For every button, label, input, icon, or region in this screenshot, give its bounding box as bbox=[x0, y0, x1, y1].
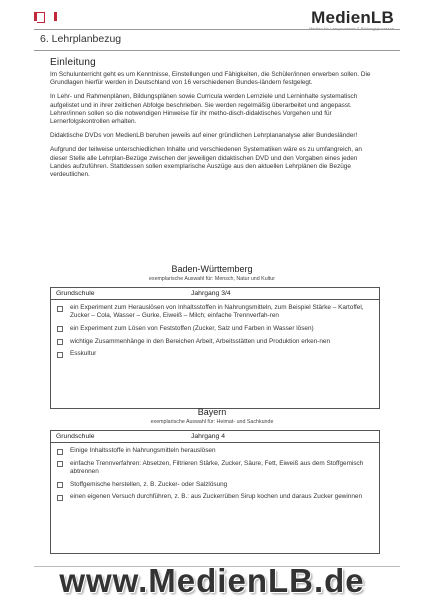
list-item bbox=[51, 338, 379, 346]
crop-mark-icon bbox=[37, 12, 45, 23]
list-item-text: ein Experiment zum Lösen von Feststoffen (Zucker, Salz und Farben in Wasser lösen) bbox=[70, 324, 314, 332]
school-type: Grundschule bbox=[56, 433, 95, 440]
curriculum-table bbox=[50, 287, 380, 409]
table-body bbox=[51, 300, 379, 408]
checkbox-icon bbox=[57, 495, 63, 501]
intro-paragraph: Im Schulunterricht geht es um Kenntnisse, Einstellungen und Fähigkeiten, die Schüler/innen erwerben sollen. Die Grundlagen hierfür werden in Deutschland von 16 verschiedenen Bundes-ländern festgelegt. bbox=[50, 71, 371, 87]
grade-level: Jahrgang 3/4 bbox=[191, 290, 231, 297]
checkbox-icon bbox=[57, 461, 63, 467]
brand-logo bbox=[309, 8, 394, 31]
list-item bbox=[51, 460, 379, 476]
intro-paragraph: In Lehr- und Rahmenplänen, Bildungsplänen sowie Curricula werden Lernziele und Lerninhalte systematisch aufgelistet und in ihrer zeitlichen Abfolge beschrieben. Sie werden regelmäßig überarbeitet und angepasst. Lehrer/innen sollen so die notwendigen Hinweise für ihr metho-disch-didaktisches Vorgehen und für Lernerfolgskontrollen erhalten. bbox=[50, 93, 358, 126]
list-item-text: Stoffgemische herstellen, z. B. Zucker- oder Salzlösung bbox=[70, 480, 228, 488]
list-item bbox=[51, 325, 379, 333]
logo-wordmark: MedienLB bbox=[311, 8, 394, 27]
intro-paragraph: Aufgrund der teilweise unterschiedlichen Inhalte und verschiedenen Systematiken wäre es zu umfangreich, an dieser Stelle alle Lehrplan-Bezüge zwischen der jeweiligen didaktischen DVD und den Vorgaben eines jeden Landes aufzuführen. Stattdessen sollen exemplarische Auszüge aus den aktuellen Lehrplänen die Bezüge verdeutlichen. bbox=[50, 146, 362, 179]
grade-level: Jahrgang 4 bbox=[191, 433, 226, 440]
checkbox-icon bbox=[57, 339, 63, 345]
list-item bbox=[51, 304, 379, 320]
checkbox-icon bbox=[57, 449, 63, 455]
list-item bbox=[51, 493, 379, 501]
logo-tagline: Medien für Lernprozesse & Bildungsprozesse bbox=[309, 26, 394, 31]
list-item-text: einfache Trennverfahren: Absetzen, Filtrieren Stärke, Zucker, Säure, Fett, Eiweiß aus dem Stoffgemisch abtrennen bbox=[70, 459, 364, 475]
list-item bbox=[51, 447, 379, 455]
state-subtitle: exemplarische Auswahl für: Heimat- und Sachkunde bbox=[150, 419, 274, 425]
table-header bbox=[51, 288, 379, 300]
table-header bbox=[51, 431, 379, 443]
checkbox-icon bbox=[57, 306, 63, 312]
crop-mark-icon bbox=[54, 12, 57, 21]
footer-website-url: www.MedienLB.de bbox=[59, 562, 365, 599]
state-subtitle: exemplarische Auswahl für: Mensch, Natur und Kultur bbox=[148, 276, 275, 282]
list-item bbox=[51, 350, 379, 358]
list-item-text: einen eigenen Versuch durchführen, z. B.: aus Zuckerrüben Sirup kochen und daraus Zucker gewinnen bbox=[70, 493, 363, 501]
checkbox-icon bbox=[57, 326, 63, 332]
intro-heading: Einleitung bbox=[50, 57, 96, 68]
list-item bbox=[51, 481, 379, 489]
school-type: Grundschule bbox=[56, 290, 95, 297]
list-item-text: Esskultur bbox=[70, 350, 97, 358]
checkbox-icon bbox=[57, 482, 63, 488]
table-body bbox=[51, 443, 379, 553]
checkbox-icon bbox=[57, 352, 63, 358]
list-item-text: ein Experiment zum Herauslösen von Inhaltsstoffen in Nahrungsmitteln, zum Beispiel Stärke – Kartoffel, Zucker – Cola, Wasser – Gurke, Eiweiß – Milch; einfache Trennverfah-ren bbox=[70, 304, 364, 320]
list-item-text: Einige Inhaltsstoffe in Nahrungsmitteln herauslösen bbox=[70, 447, 216, 454]
section-title: 6. Lehrplanbezug bbox=[40, 33, 122, 45]
state-title: Baden-Württemberg bbox=[171, 264, 253, 274]
state-title: Bayern bbox=[197, 407, 227, 417]
intro-paragraph: Didaktische DVDs von MedienLB beruhen jeweils auf einer gründlichen Lehrplananalyse aller Bundesländer! bbox=[50, 132, 358, 140]
list-item-text: wichtige Zusammenhänge in den Bereichen Arbeit, Arbeitsstätten und Produktion erken-nen bbox=[70, 337, 331, 345]
section-header bbox=[34, 29, 400, 51]
curriculum-table bbox=[50, 430, 380, 554]
intro-section bbox=[50, 57, 380, 185]
